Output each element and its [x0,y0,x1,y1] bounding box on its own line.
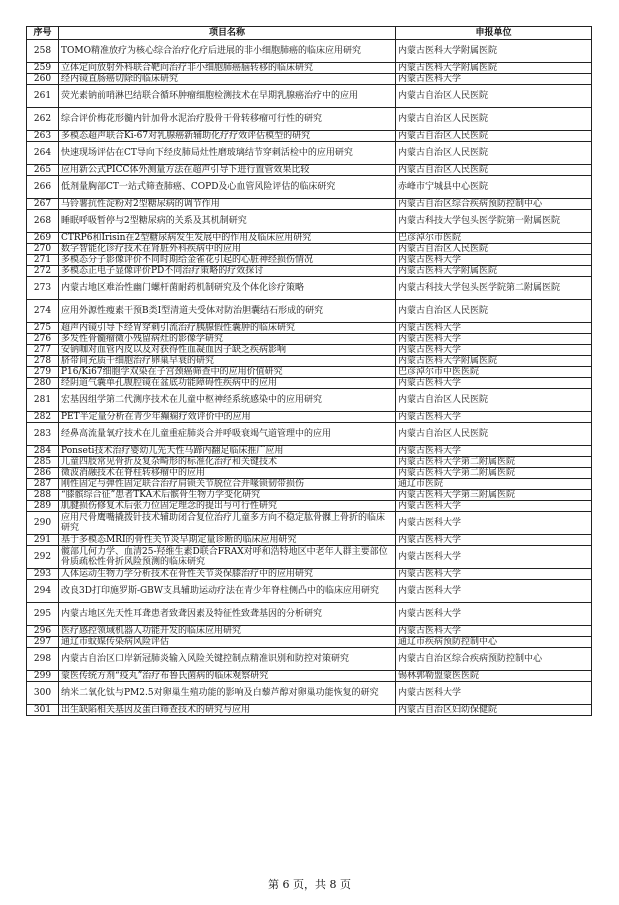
table-row [27,671,592,682]
project-name-cell: 快速现场评估在CT导向下经皮肺局灶性磨玻璃结节穿刺活检中的应用研究 [59,142,396,165]
applicant-unit-cell: 巴彦淖尔市医院 [396,233,592,244]
project-name-cell: 蒙医传统方剂“疫丸”治疗布鲁氏菌病的临床观察研究 [59,671,396,682]
table-row [27,648,592,671]
applicant-unit-cell: 内蒙古医科大学附属医院 [396,63,592,74]
serial-cell: 277 [27,345,59,356]
serial-cell: 282 [27,412,59,423]
serial-cell: 289 [27,501,59,512]
applicant-unit-cell: 内蒙古医科大学附属医院 [396,266,592,277]
serial-cell: 296 [27,626,59,637]
project-name-cell: CTRP6和Irisin在2型糖尿病发生发展中的作用及临床应用研究 [59,233,396,244]
serial-cell: 269 [27,233,59,244]
project-name-cell: 人体运动生物力学分析技术在骨性关节炎保膝治疗中的应用研究 [59,569,396,580]
applicant-unit-cell: 内蒙古自治区人民医院 [396,131,592,142]
serial-cell: 281 [27,389,59,412]
applicant-unit-cell: 内蒙古自治区人民医院 [396,142,592,165]
table-row [27,412,592,423]
table-row [27,457,592,468]
serial-cell: 270 [27,244,59,255]
applicant-unit-cell: 内蒙古医科大学 [396,546,592,569]
project-name-cell: 数字智能化诊疗技术在肾脏外科疾病中的应用 [59,244,396,255]
project-name-cell: 改良3D打印施罗斯-GBW支具辅助运动疗法在青少年脊柱侧凸中的临床应用研究 [59,580,396,603]
serial-cell: 279 [27,367,59,378]
applicant-unit-cell: 内蒙古医科大学第二附属医院 [396,468,592,479]
project-name-cell: “膝髌综合征”患者TKA术后髌骨生物力学变化研究 [59,490,396,501]
serial-cell: 262 [27,108,59,131]
project-name-cell: 儿童四肢常见骨折及复杂畸形的标准化治疗和关键技术 [59,457,396,468]
table-row [27,233,592,244]
serial-cell: 258 [27,40,59,63]
serial-cell: 294 [27,580,59,603]
project-name-cell: 睡眠呼吸暂停与2型糖尿病的关系及其机制研究 [59,210,396,233]
serial-cell: 283 [27,423,59,446]
table-row [27,131,592,142]
project-name-cell: 经鼻高流量氧疗技术在儿童重症肺炎合并呼吸衰竭气道管理中的应用 [59,423,396,446]
table-row [27,423,592,446]
table-row [27,63,592,74]
serial-cell: 275 [27,323,59,334]
project-name-cell: 综合评价梅花形髓内针加骨水泥治疗股骨干骨转移瘤可行性的研究 [59,108,396,131]
table-row [27,501,592,512]
applicant-unit-cell: 内蒙古自治区人民医院 [396,423,592,446]
applicant-unit-cell: 内蒙古医科大学附属医院 [396,356,592,367]
table-body [27,40,592,716]
serial-cell: 263 [27,131,59,142]
applicant-unit-cell: 通辽市疾病预防控制中心 [396,637,592,648]
serial-cell: 295 [27,603,59,626]
project-name-cell: PET半定量分析在青少年癫痫疗效评价中的应用 [59,412,396,423]
table-row [27,176,592,199]
applicant-unit-cell: 内蒙古医科大学 [396,626,592,637]
serial-cell: 290 [27,512,59,535]
table-row [27,356,592,367]
applicant-unit-cell: 内蒙古医科大学 [396,682,592,705]
table-row [27,323,592,334]
applicant-unit-cell: 内蒙古医科大学 [396,334,592,345]
applicant-unit-cell: 内蒙古自治区人民医院 [396,300,592,323]
applicant-unit-cell: 内蒙古自治区人民医院 [396,108,592,131]
table-row [27,468,592,479]
table-row [27,546,592,569]
table-row [27,199,592,210]
project-name-cell: 应用尺骨鹰嘴撬拨针技术辅助闭合复位治疗儿童多方向不稳定肱骨髁上骨折的临床研究 [59,512,396,535]
project-name-cell: P16/Ki67细胞学双染在子宫颈癌筛查中的应用价值研究 [59,367,396,378]
applicant-unit-cell: 内蒙古科技大学包头医学院第二附属医院 [396,277,592,300]
table-row [27,74,592,85]
applicant-unit-cell: 内蒙古自治区人民医院 [396,85,592,108]
serial-cell: 278 [27,356,59,367]
serial-cell: 287 [27,479,59,490]
project-name-cell: 低剂量胸部CT一站式筛查肺癌、COPD及心血管风险评估的临床研究 [59,176,396,199]
applicant-unit-cell: 内蒙古医科大学附属医院 [396,40,592,63]
table-row [27,389,592,412]
project-name-cell: 经内镜直肠癌切除的临床研究 [59,74,396,85]
serial-cell: 293 [27,569,59,580]
table-row [27,626,592,637]
applicant-unit-cell: 内蒙古医科大学 [396,501,592,512]
serial-cell: 301 [27,705,59,716]
project-name-cell: TOMO精准放疗为核心综合治疗化疗后进展的非小细胞肺癌的临床应用研究 [59,40,396,63]
table-row [27,535,592,546]
project-name-cell: 脐带间充质干细胞治疗卵巢早衰的研究 [59,356,396,367]
page-footer: 第 6 页，共 8 页 [268,878,351,891]
table-row [27,682,592,705]
applicant-unit-cell: 内蒙古自治区人民医院 [396,244,592,255]
project-name-cell: 出生缺陷相关基因及蛋白筛查技术的研究与应用 [59,705,396,716]
project-name-cell: 应用外源性瘦素干预B类I型清道夫受体对防治胆囊结石形成的研究 [59,300,396,323]
project-name-cell: 荧光素钠前哨淋巴结联合循环肿瘤细胞检测技术在早期乳腺癌治疗中的应用 [59,85,396,108]
project-name-cell: 多模态正电子显像评价PD不同治疗策略的疗效探讨 [59,266,396,277]
applicant-unit-cell: 巴彦淖尔市中医医院 [396,367,592,378]
project-name-cell: 安钠咖对血管内皮以及对获得性血凝血因子缺乏疾病影响 [59,345,396,356]
header-project-name: 项目名称 [59,27,396,40]
table-row [27,603,592,626]
table-row [27,300,592,323]
serial-cell: 272 [27,266,59,277]
project-name-cell: 多模态分子影像评价不同时期给金雀花引起的心脏神经损伤情况 [59,255,396,266]
applicant-unit-cell: 内蒙古医科大学 [396,580,592,603]
serial-cell: 268 [27,210,59,233]
applicant-unit-cell: 锡林郭勒盟蒙医医院 [396,671,592,682]
applicant-unit-cell: 内蒙古自治区综合疾病预防控制中心 [396,199,592,210]
table-row [27,277,592,300]
project-name-cell: 通辽市蚊媒传染病风险评估 [59,637,396,648]
serial-cell: 297 [27,637,59,648]
table-row [27,85,592,108]
applicant-unit-cell: 内蒙古医科大学 [396,378,592,389]
applicant-unit-cell: 内蒙古医科大学 [396,412,592,423]
serial-cell: 266 [27,176,59,199]
serial-cell: 285 [27,457,59,468]
serial-cell: 261 [27,85,59,108]
serial-cell: 260 [27,74,59,85]
applicant-unit-cell: 内蒙古自治区妇幼保健院 [396,705,592,716]
project-name-cell: 内蒙古地区先天性耳聋患者致聋因素及特征性致聋基因的分析研究 [59,603,396,626]
table-row [27,255,592,266]
applicant-unit-cell: 内蒙古医科大学 [396,74,592,85]
table-row [27,446,592,457]
applicant-unit-cell: 内蒙古自治区人民医院 [396,389,592,412]
table-row [27,165,592,176]
project-name-cell: 刚性固定与弹性固定联合治疗肩锁关节脱位合并喙锁韧带损伤 [59,479,396,490]
serial-cell: 298 [27,648,59,671]
table-row [27,142,592,165]
applicant-unit-cell: 内蒙古医科大学第二附属医院 [396,457,592,468]
serial-cell: 267 [27,199,59,210]
project-name-cell: 肌腱损伤修复术后张力位固定理念的提出与可行性研究 [59,501,396,512]
applicant-unit-cell: 内蒙古医科大学 [396,603,592,626]
serial-cell: 271 [27,255,59,266]
project-name-cell: 微波消融技术在脊柱转移瘤中的应用 [59,468,396,479]
serial-cell: 288 [27,490,59,501]
project-name-cell: 超声内镜引导下经胃穿刺引流治疗胰腺假性囊肿的临床研究 [59,323,396,334]
project-name-cell: 髋部几何力学、血清25-羟维生素D联合FRAX对呼和浩特地区中老年人群主要部位骨质疏松性骨折风险预测的临床研究 [59,546,396,569]
serial-cell: 300 [27,682,59,705]
applicant-unit-cell: 内蒙古自治区综合疾病预防控制中心 [396,648,592,671]
table-row [27,569,592,580]
project-name-cell: 立体定向放射外科联合靶向治疗非小细胞肺癌脑转移的临床研究 [59,63,396,74]
serial-cell: 292 [27,546,59,569]
serial-cell: 286 [27,468,59,479]
project-name-cell: 多模态超声联合Ki-67对乳腺癌新辅助化疗疗效评估模型的研究 [59,131,396,142]
project-name-cell: 应用新公式PICC体外测量方法在超声引导下进行置管效果比较 [59,165,396,176]
table-row [27,266,592,277]
serial-cell: 259 [27,63,59,74]
project-name-cell: 马铃薯抗性淀粉对2型糖尿病的调节作用 [59,199,396,210]
project-name-cell: 内蒙古自治区口岸新冠肺炎输入风险关键控制点精准识别和防控对策研究 [59,648,396,671]
table-row [27,479,592,490]
table-row [27,244,592,255]
table-row [27,580,592,603]
header-applicant-unit: 申报单位 [396,27,592,40]
table-row [27,705,592,716]
serial-cell: 276 [27,334,59,345]
project-name-cell: 宏基因组学第二代测序技术在儿童中枢神经系统感染中的应用研究 [59,389,396,412]
applicant-unit-cell: 内蒙古医科大学 [396,446,592,457]
applicant-unit-cell: 内蒙古医科大学 [396,535,592,546]
applicant-unit-cell: 内蒙古医科大学 [396,512,592,535]
table-row [27,334,592,345]
serial-cell: 280 [27,378,59,389]
serial-cell: 291 [27,535,59,546]
applicant-unit-cell: 内蒙古医科大学 [396,255,592,266]
project-name-cell: 经阴道气囊单孔腹腔镜在盆底功能障碍性疾病中的应用 [59,378,396,389]
serial-cell: 274 [27,300,59,323]
project-name-cell: 纳米二氧化钛与PM2.5对卵巢生殖功能的影响及白藜芦醇对卵巢功能恢复的研究 [59,682,396,705]
applicant-unit-cell: 内蒙古医科大学 [396,345,592,356]
serial-cell: 264 [27,142,59,165]
project-name-cell: 基于多模态MRI的骨性关节炎早期定量诊断的临床应用研究 [59,535,396,546]
applicant-unit-cell: 内蒙古医科大学 [396,569,592,580]
serial-cell: 299 [27,671,59,682]
applicant-unit-cell: 通辽市医院 [396,479,592,490]
table-row [27,637,592,648]
project-name-cell: 内蒙古地区难治性幽门螺杆菌耐药机制研究及个体化诊疗策略 [59,277,396,300]
table-row [27,378,592,389]
project-name-cell: Ponseti技术治疗婴幼儿先天性马蹄内翻足临床推广应用 [59,446,396,457]
table-row [27,345,592,356]
table-header-row [27,27,592,40]
serial-cell: 273 [27,277,59,300]
applicant-unit-cell: 内蒙古医科大学 [396,323,592,334]
applicant-unit-cell: 赤峰市宁城县中心医院 [396,176,592,199]
table-row [27,490,592,501]
table-row [27,512,592,535]
table-row [27,367,592,378]
table-row [27,210,592,233]
applicant-unit-cell: 内蒙古医科大学第三附属医院 [396,490,592,501]
header-serial: 序号 [27,27,59,40]
project-name-cell: 医疗感控领域机器人功能开发的临床应用研究 [59,626,396,637]
project-name-cell: 多发性骨髓瘤微小残留病灶的影像学研究 [59,334,396,345]
table-row [27,108,592,131]
project-table [26,26,592,716]
table-row [27,40,592,63]
applicant-unit-cell: 内蒙古科技大学包头医学院第一附属医院 [396,210,592,233]
applicant-unit-cell: 内蒙古自治区人民医院 [396,165,592,176]
serial-cell: 284 [27,446,59,457]
serial-cell: 265 [27,165,59,176]
